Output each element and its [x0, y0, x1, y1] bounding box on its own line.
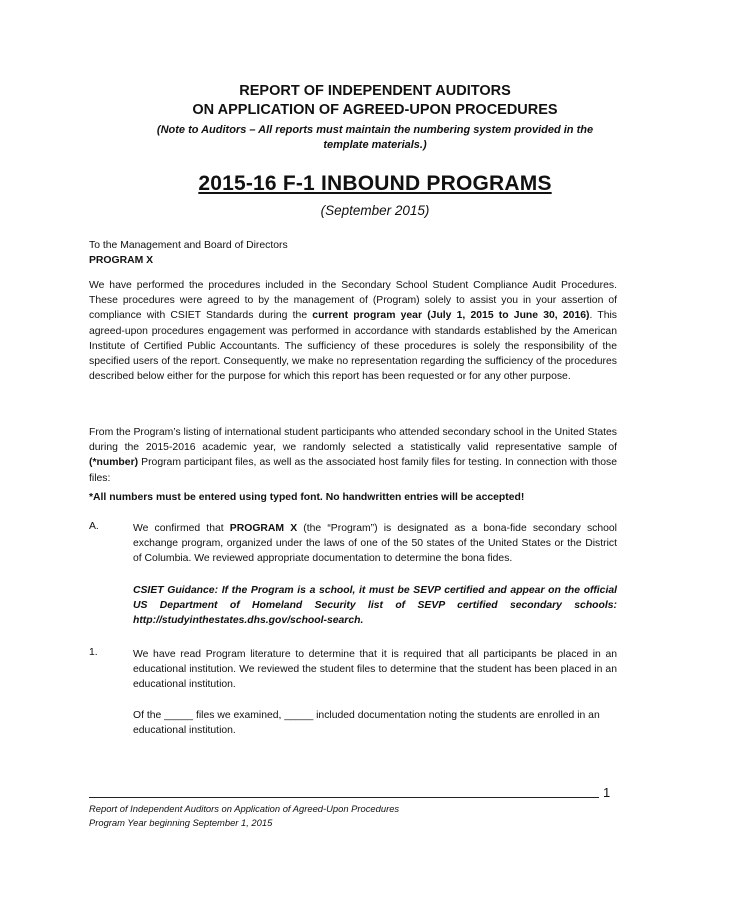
document-subtitle: (September 2015) [320, 203, 430, 218]
addressee-line1: To the Management and Board of Directors [89, 240, 288, 251]
intro-program-year: current program year (July 1, 2015 to June 30, 2016) [312, 310, 590, 322]
item-a-label: A. [89, 521, 99, 532]
footer [89, 802, 399, 830]
footer-line2: Program Year beginning September 1, 2015 [89, 817, 273, 828]
item-a-text-2: (the “Program”) is designated as a bona-fide secondary school exchange program, organized under the laws of one of the 50 states of the United States or the District of Columbia. We reviewed appropriate documentation to determine the bona fides. [133, 523, 617, 565]
footer-line1: Report of Independent Auditors on Application of Agreed-Upon Procedures [89, 803, 400, 814]
item-a-text-1: We confirmed that [133, 523, 230, 534]
item-a-program: PROGRAM X [229, 523, 298, 534]
report-heading-line2: ON APPLICATION OF AGREED-UPON PROCEDURES [192, 102, 558, 118]
item-1-text: We have read Program literature to determine that it is required that all participants be placed in an educational institution. We reviewed the student files to determine that the student has been placed in an educational institution. [133, 649, 617, 691]
auditor-note-line2: template materials.) [323, 139, 427, 151]
report-heading [60, 82, 690, 120]
sample-paragraph [89, 425, 617, 486]
document-title: 2015-16 F-1 INBOUND PROGRAMS [198, 172, 552, 195]
intro-text-1: We have performed the procedures included in the Secondary School Student Compliance Audit Procedures. These procedures were agreed to by the management of (Program) solely to assist you in your assertion of compliance with CSIET Standards during the [89, 280, 617, 322]
intro-text-2: . This agreed-upon procedures engagement was performed in accordance with standards established by the American Institute of Certified Public Accountants. The sufficiency of these procedures is solely the responsibility of the specified users of the report. Consequently, we make no representation regarding the sufficiency of the procedures described below either for the purpose for which this report has been requested or for any other purpose. [89, 310, 617, 383]
addressee [89, 238, 617, 268]
typed-font-notice: *All numbers must be entered using typed font. No handwritten entries will be accepted! [89, 492, 525, 503]
sample-text-1: From the Program’s listing of international student participants who attended secondary school in the United States during the 2015-2016 academic year, we randomly selected a statistically valid representative sample of [89, 427, 617, 454]
auditor-note-line1: (Note to Auditors – All reports must maintain the numbering system provided in the [156, 124, 594, 136]
addressee-program: PROGRAM X [89, 255, 154, 267]
intro-paragraph [89, 278, 617, 384]
auditor-note [60, 123, 690, 153]
sample-text-2: Program participant files, as well as the associated host family files for testing. In connection with those files: [89, 457, 617, 484]
item-a-text [133, 521, 617, 567]
item-1-label: 1. [89, 647, 98, 658]
item-1-subtext: Of the _____ files we examined, _____ included documentation noting the students are enrolled in an educational institution. [133, 710, 600, 737]
page-number: 1 [603, 785, 611, 800]
sample-number: (*number) [89, 457, 139, 469]
footer-divider [89, 797, 599, 798]
csiet-guidance: CSIET Guidance: If the Program is a school, it must be SEVP certified and appear on the official US Department of Homeland Security list of SEVP certified secondary schools: http://studyinthestates.dhs.gov/school-search. [133, 585, 617, 627]
report-heading-line1: REPORT OF INDEPENDENT AUDITORS [239, 83, 511, 99]
